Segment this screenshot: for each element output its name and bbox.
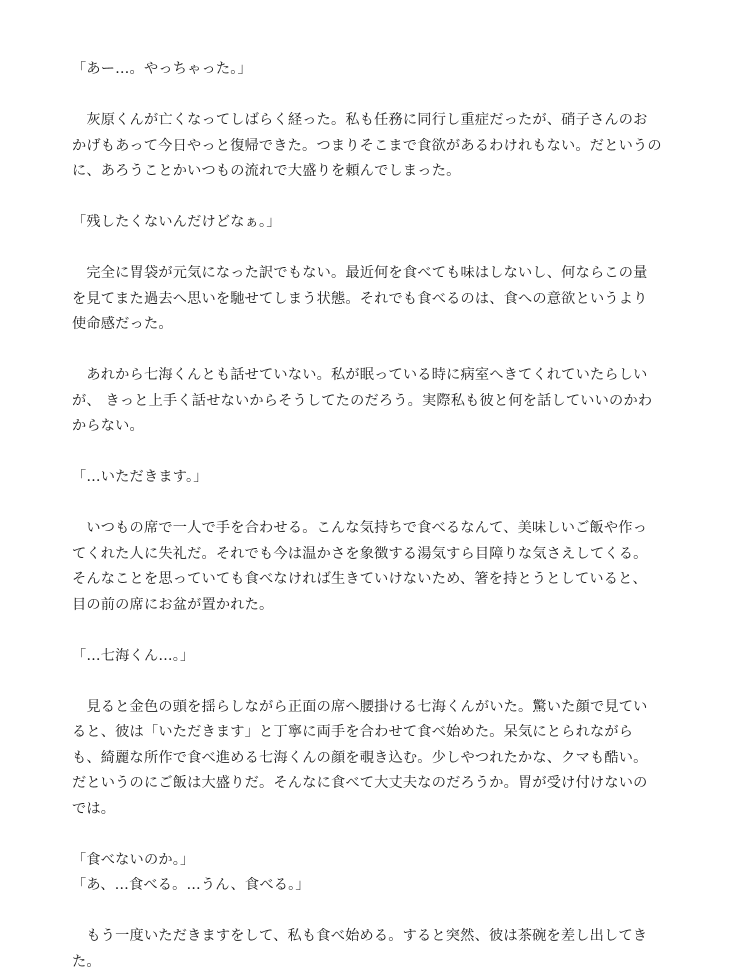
text-line: ると、彼は「いただきます」と丁寧に両手を合わせて食べ始めた。呆気にとられながら [72,720,678,746]
text-line: 灰原くんが亡くなってしばらく経った。私も任務に同行し重症だったが、硝子さんのお [72,108,678,134]
paragraph-gap [72,899,678,925]
text-line: 「…七海くん…。」 [72,644,678,670]
text-line: を見てまた過去へ思いを馳せてしまう状態。それでも食べるのは、食への意欲というより [72,287,678,313]
text-line: かげもあって今日やっと復帰できた。つまりそこまで食欲があるわけれもない。だというの [72,134,678,160]
paragraph-gap [72,185,678,211]
paragraph-gap [72,822,678,848]
paragraph-gap [72,618,678,644]
paragraph [72,57,678,83]
text-line: そんなことを思っていても食べなければ生きていけないため、箸を持とうとしていると、 [72,567,678,593]
paragraph [72,644,678,670]
text-line: 目の前の席にお盆が置かれた。 [72,593,678,619]
text-line: もう一度いただきますをして、私も食べ始める。すると突然、彼は茶碗を差し出してき [72,924,678,950]
text-line: 「あ、…食べる。…うん、食べる。」 [72,873,678,899]
paragraph [72,108,678,185]
text-line: 使命感だった。 [72,312,678,338]
text-line: では。 [72,797,678,823]
text-line: からない。 [72,414,678,440]
text-line: 見ると金色の頭を揺らしながら正面の席へ腰掛ける七海くんがいた。驚いた顔で見てい [72,695,678,721]
paragraph [72,465,678,491]
text-line: てくれた人に失礼だ。それでも今は温かさを象徴する湯気すら目障りな気さえしてくる。 [72,542,678,568]
paragraph-gap [72,440,678,466]
text-line: 「残したくないんだけどなぁ。」 [72,210,678,236]
paragraph [72,210,678,236]
paragraph [72,848,678,899]
paragraph [72,924,678,975]
paragraph [72,261,678,338]
paragraph-gap [72,83,678,109]
text-line: あれから七海くんとも話せていない。私が眠っている時に病室へきてくれていたらしい [72,363,678,389]
text-line: 完全に胃袋が元気になった訳でもない。最近何を食べても味はしないし、何ならこの量 [72,261,678,287]
document-body [72,57,678,975]
text-line: も、綺麗な所作で食べ進める七海くんの顔を覗き込む。少しやつれたかな、クマも酷い。 [72,746,678,772]
text-line: いつもの席で一人で手を合わせる。こんな気持ちで食べるなんて、美味しいご飯や作っ [72,516,678,542]
paragraph-gap [72,669,678,695]
text-line: 「…いただきます。」 [72,465,678,491]
paragraph-gap [72,491,678,517]
paragraph [72,516,678,618]
text-line: 「あー…。やっちゃった。」 [72,57,678,83]
paragraph-gap [72,236,678,262]
text-line: だというのにご飯は大盛りだ。そんなに食べて大丈夫なのだろうか。胃が受け付けないの [72,771,678,797]
text-line: が、 きっと上手く話せないからそうしてたのだろう。実際私も彼と何を話していいのかわ [72,389,678,415]
text-line: 「食べないのか。」 [72,848,678,874]
paragraph-gap [72,338,678,364]
text-line: に、あろうことかいつもの流れで大盛りを頼んでしまった。 [72,159,678,185]
text-line: た。 [72,950,678,975]
paragraph [72,695,678,823]
paragraph [72,363,678,440]
